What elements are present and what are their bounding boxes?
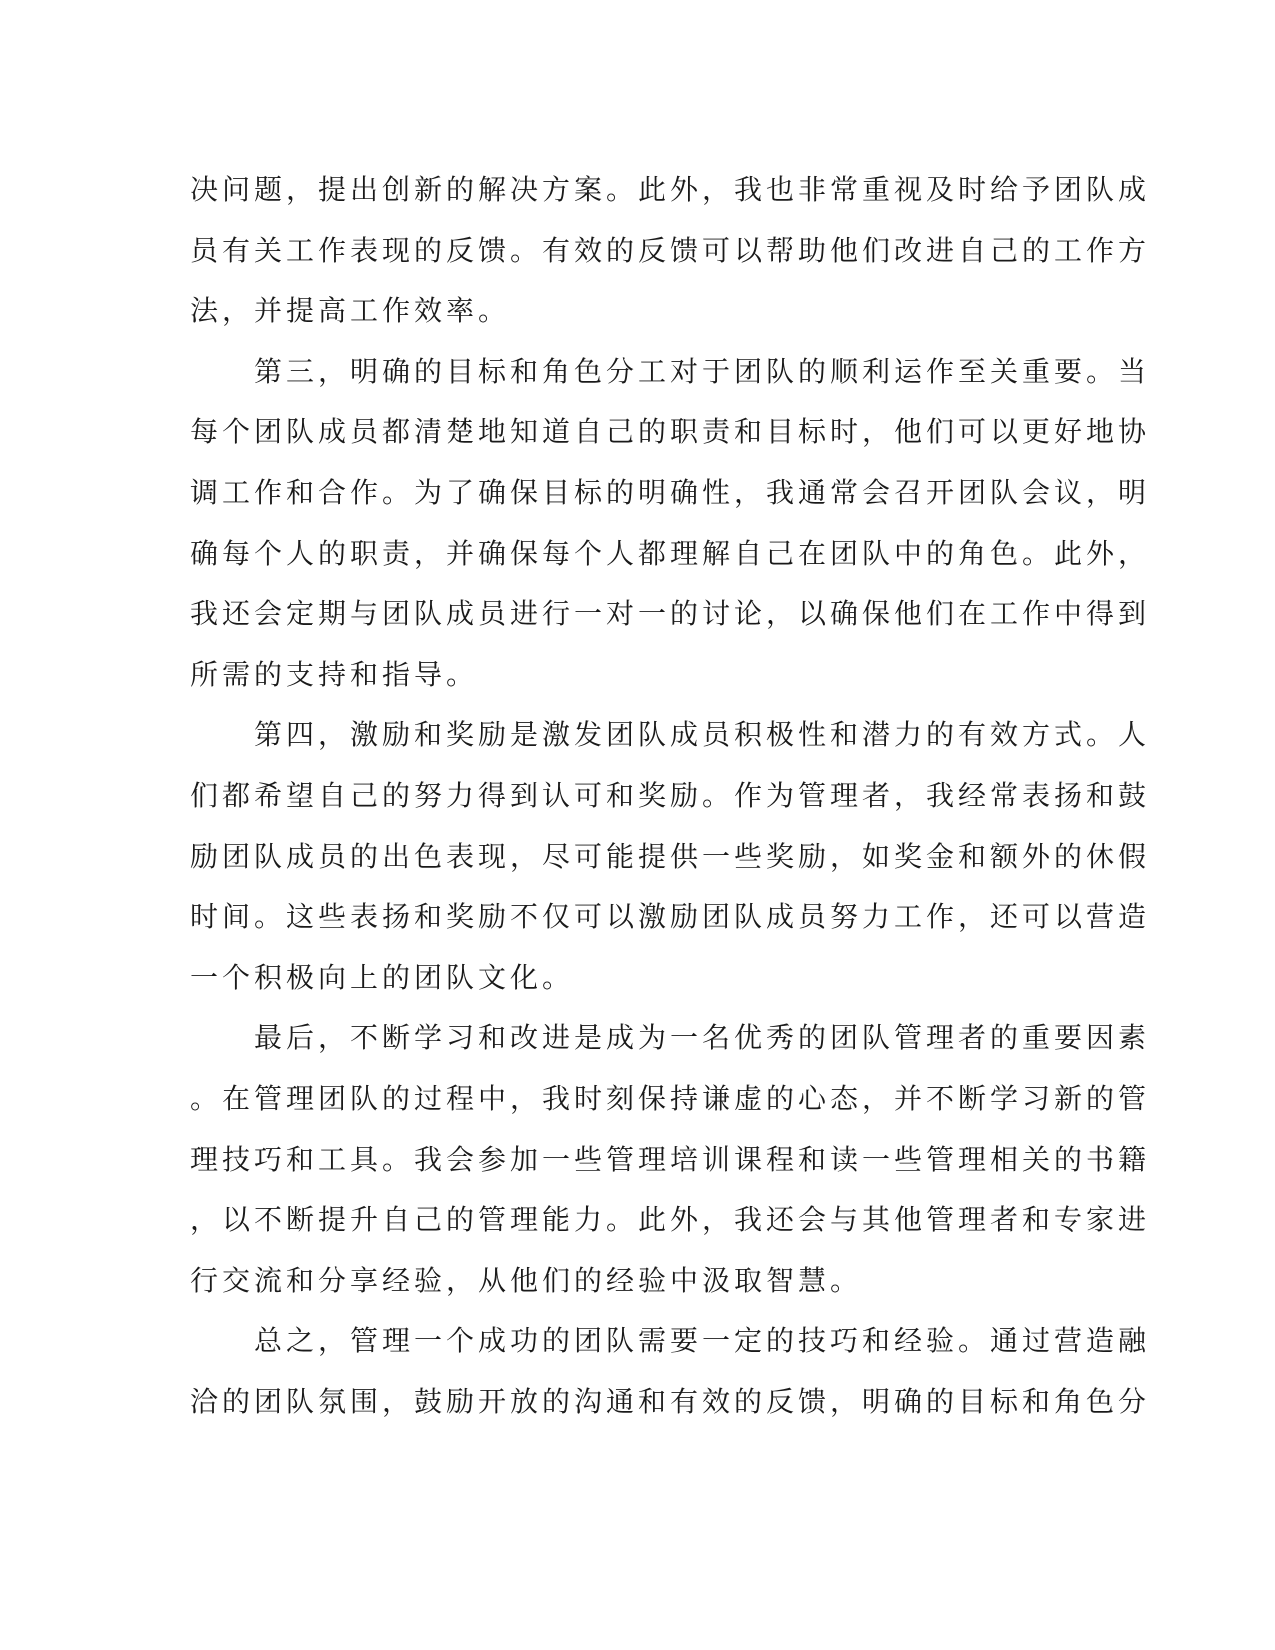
text-line: 。在管理团队的过程中，我时刻保持谦虚的心态，并不断学习新的管 <box>190 1081 1151 1115</box>
text-line: 第三，明确的目标和角色分工对于团队的顺利运作至关重要。当 <box>190 354 1151 388</box>
text-line: 理技巧和工具。我会参加一些管理培训课程和读一些管理相关的书籍 <box>190 1142 1151 1176</box>
text-line: 一个积极向上的团队文化。 <box>190 960 575 994</box>
text-line: 我还会定期与团队成员进行一对一的讨论，以确保他们在工作中得到 <box>190 597 1151 631</box>
text-line: 励团队成员的出色表现，尽可能提供一些奖励，如奖金和额外的休假 <box>190 839 1151 873</box>
text-line: 总之，管理一个成功的团队需要一定的技巧和经验。通过营造融 <box>190 1324 1151 1358</box>
text-line: ，以不断提升自己的管理能力。此外，我还会与其他管理者和专家进 <box>190 1203 1151 1237</box>
text-line: 行交流和分享经验，从他们的经验中汲取智慧。 <box>190 1263 863 1297</box>
body-text <box>190 160 1151 1432</box>
text-line: 时间。这些表扬和奖励不仅可以激励团队成员努力工作，还可以营造 <box>190 900 1151 934</box>
text-line: 确每个人的职责，并确保每个人都理解自己在团队中的角色。此外， <box>190 536 1151 570</box>
text-line: 调工作和合作。为了确保目标的明确性，我通常会召开团队会议，明 <box>190 475 1151 509</box>
text-line: 员有关工作表现的反馈。有效的反馈可以帮助他们改进自己的工作方 <box>190 233 1151 267</box>
text-line: 洽的团队氛围，鼓励开放的沟通和有效的反馈，明确的目标和角色分 <box>190 1384 1151 1418</box>
text-line: 所需的支持和指导。 <box>190 657 479 691</box>
text-line: 最后，不断学习和改进是成为一名优秀的团队管理者的重要因素 <box>190 1021 1151 1055</box>
text-line: 第四，激励和奖励是激发团队成员积极性和潜力的有效方式。人 <box>190 718 1151 752</box>
text-line: 每个团队成员都清楚地知道自己的职责和目标时，他们可以更好地协 <box>190 415 1151 449</box>
text-line: 们都希望自己的努力得到认可和奖励。作为管理者，我经常表扬和鼓 <box>190 778 1151 812</box>
text-line: 法，并提高工作效率。 <box>190 294 511 328</box>
text-line: 决问题，提出创新的解决方案。此外，我也非常重视及时给予团队成 <box>190 173 1151 206</box>
